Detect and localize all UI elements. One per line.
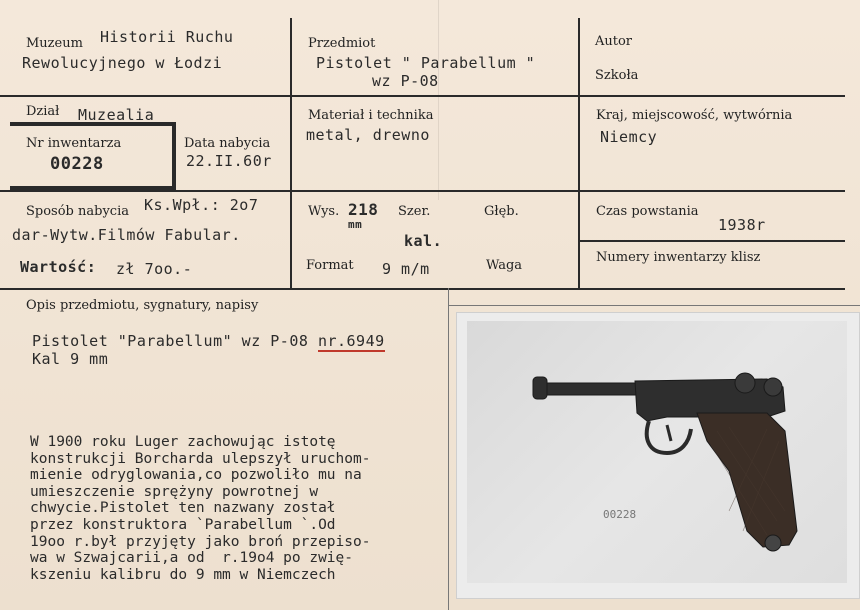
kal-value: kal. <box>404 232 443 250</box>
col-divider-2 <box>578 18 580 288</box>
wys-unit: mm <box>348 218 363 231</box>
przedmiot-value-1: Pistolet " Parabellum " <box>316 54 536 72</box>
material-value: metal, drewno <box>306 126 430 144</box>
data-nabycia-label: Data nabycia <box>184 136 271 151</box>
wartosc-label: Wartość: <box>20 258 97 276</box>
photo-background <box>467 321 847 583</box>
row-divider-3 <box>0 288 845 290</box>
col-divider-1 <box>290 18 292 288</box>
czas-powstania-label: Czas powstania <box>596 204 699 219</box>
photo-number: 00228 <box>603 508 637 521</box>
sposob-nabycia-value: dar-Wytw.Filmów Fabular. <box>12 226 241 244</box>
pistol-image <box>467 321 847 583</box>
muzeum-label: Muzeum <box>26 36 83 51</box>
format-label: Format <box>306 258 354 273</box>
opis-title-line-1 <box>32 332 385 350</box>
kraj-label: Kraj, miejscowość, wytwórnia <box>596 108 793 123</box>
gleb-label: Głęb. <box>484 204 519 219</box>
sposob-ref-value: Ks.Wpł.: 2o7 <box>144 196 259 214</box>
kraj-value: Niemcy <box>600 128 658 146</box>
czas-powstania-value: 1938r <box>718 216 766 234</box>
paper-crease <box>438 0 439 200</box>
sposob-nabycia-label: Sposób nabycia <box>26 204 129 219</box>
szkola-label: Szkoła <box>595 68 639 83</box>
material-label: Materiał i technika <box>308 108 434 123</box>
wartosc-value: zł 7oo.- <box>116 260 193 278</box>
wys-value: 218 <box>348 200 379 219</box>
opis-description: W 1900 roku Luger zachowując istotę konstrukcji Borcharda ulepszył uruchom- mienie odryglowania,co pozwoliło mu na umieszczenie sprężyny powrotnej w chwycie.Pistolet ten nazwany został przez konstruktora `Parabellum `.Od 19oo r.był przyjęty jako broń przepiso- wa w Szwajcarii,a od r.19o4 po zwię- kszeniu kalibru do 9 mm w Niemczech <box>30 434 371 583</box>
muzeum-value-1: Historii Ruchu <box>100 28 234 46</box>
row-divider-1 <box>0 95 845 97</box>
nr-inwentarza-label: Nr inwentarza <box>26 136 122 151</box>
serial-number: nr.6949 <box>317 332 385 350</box>
opis-title-line-2: Kal 9 mm <box>32 350 109 368</box>
object-photo <box>456 312 860 599</box>
opis-title-text: Pistolet "Parabellum" wz P-08 <box>32 332 318 350</box>
przedmiot-label: Przedmiot <box>308 36 376 51</box>
autor-label: Autor <box>595 34 633 49</box>
dzial-value: Muzealia <box>78 106 155 124</box>
data-nabycia-value: 22.II.60r <box>186 152 272 170</box>
format-value: 9 m/m <box>382 260 430 278</box>
szer-label: Szer. <box>398 204 431 219</box>
przedmiot-value-2: wz P-08 <box>372 72 439 90</box>
muzeum-value-2: Rewolucyjnego w Łodzi <box>22 54 223 72</box>
photo-top-line <box>448 305 860 306</box>
waga-label: Waga <box>486 258 523 273</box>
czas-divider <box>580 240 845 242</box>
numery-klisz-label: Numery inwentarzy klisz <box>596 250 761 265</box>
nr-box-right <box>172 122 176 190</box>
nr-inwentarza-value: 00228 <box>50 154 104 174</box>
dzial-label: Dział <box>26 104 60 119</box>
wys-label: Wys. <box>308 204 340 219</box>
row-divider-2 <box>0 190 845 192</box>
opis-label: Opis przedmiotu, sygnatury, napisy <box>26 298 259 313</box>
